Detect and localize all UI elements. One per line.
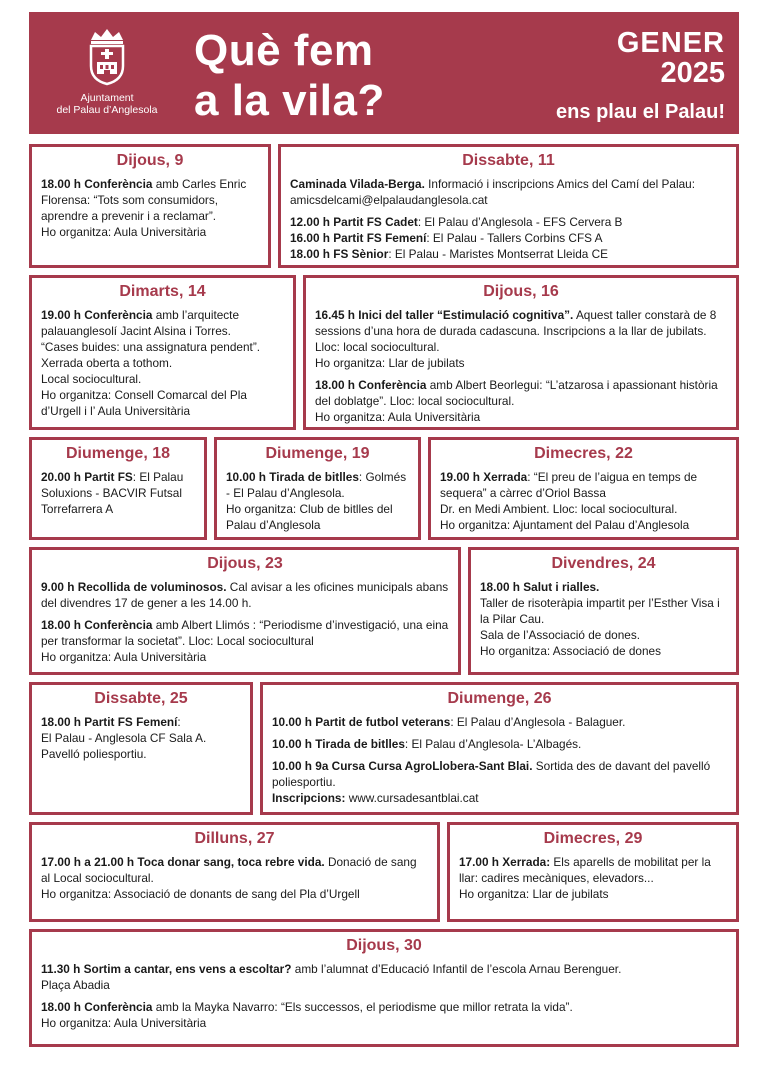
event-day-title: Dilluns, 27 — [194, 830, 275, 847]
event-box-dimarts-14 — [29, 275, 296, 430]
event-time: 20.00 h Partit FS — [41, 470, 133, 484]
event-time: 12.00 h Partit FS Cadet — [290, 215, 418, 229]
event-description: : El Palau d’Anglesola - EFS Cervera B — [417, 215, 623, 229]
event-description: : El Palau d’Anglesola- L’Albagés. — [404, 737, 582, 751]
event-description: amb Albert Beorlegui: “L’atzarosa i apassionant història del doblatge”. Lloc: local sociocultural. — [315, 378, 718, 408]
event-organizer: Ho organitza: Llar de jubilats — [459, 887, 609, 901]
page-title — [194, 26, 385, 126]
registration-link[interactable]: www.cursadesantblai.cat — [345, 791, 479, 805]
event-time: 18.00 h Conferència — [315, 378, 427, 392]
year-label: 2025 — [660, 57, 725, 89]
title-line-2: a la vila? — [194, 76, 385, 125]
event-box-diumenge-19 — [214, 437, 421, 540]
event-day-title: Dijous, 9 — [116, 152, 184, 169]
event-time: 18.00 h Partit FS Femení — [41, 715, 178, 729]
event-organizer: Ho organitza: Ajuntament del Palau d’Anglesola — [440, 518, 690, 532]
event-location: Local sociocultural. — [41, 372, 142, 386]
event-time: 19.00 h Xerrada — [440, 470, 528, 484]
coat-of-arms-icon — [85, 26, 129, 86]
event-organizer: Ho organitza: Aula Universitària — [315, 410, 481, 424]
event-time: 17.00 h Xerrada: — [459, 855, 551, 869]
logo-line-2: del Palau d’Anglesola — [56, 104, 158, 116]
event-description: Aquest taller constarà de 8 sessions d’una hora de durada cadascuna. Inscripcions a la llar de jubilats. Lloc: local sociocultural. — [315, 308, 717, 354]
event-organizer: Ho organitza: Associació de donants de sang del Pla d’Urgell — [41, 887, 360, 901]
event-box-diumenge-18 — [29, 437, 207, 540]
event-organizer: Ho organitza: Aula Universitària — [41, 650, 207, 664]
event-organizer: Ho organitza: Llar de jubilats — [315, 356, 465, 370]
event-description: : “El preu de l’aigua en temps de sequera” a càrrec d’Oriol Bassa — [440, 470, 698, 500]
event-location: Pavelló poliesportiu. — [41, 747, 147, 761]
event-match: El Palau - Anglesola CF Sala A. — [41, 731, 207, 745]
event-time: 16.00 h Partit FS Femení — [290, 231, 427, 245]
event-organizer: Ho organitza: Aula Universitària — [41, 1016, 207, 1030]
event-box-dijous-9 — [29, 144, 271, 268]
event-time: 10.00 h Tirada de bitlles — [272, 737, 405, 751]
event-time: 18.00 h Conferència — [41, 618, 153, 632]
event-description: Taller de risoteràpia impartit per l’Esther Visa i la Pilar Cau. — [480, 596, 720, 626]
event-day-title: Dijous, 30 — [346, 937, 422, 954]
event-time: 10.00 h Partit de futbol veterans — [272, 715, 451, 729]
event-day-title: Diumenge, 18 — [65, 445, 171, 462]
event-time: 10.00 h 9a Cursa Cursa AgroLlobera-Sant Blai. — [272, 759, 533, 773]
event-time: 9.00 h Recollida de voluminosos. — [41, 580, 227, 594]
slogan: ens plau el Palau! — [556, 101, 725, 123]
event-time: 18.00 h FS Sènior — [290, 247, 389, 261]
event-description: : El Palau d’Anglesola - Balaguer. — [450, 715, 626, 729]
event-time: 10.00 h Tirada de bitlles — [226, 470, 359, 484]
event-box-dissabte-11 — [278, 144, 739, 268]
event-box-dijous-16 — [303, 275, 739, 430]
event-description: Sortida des de davant del pavelló poliesportiu. — [272, 759, 711, 789]
event-organizer: Ho organitza: Club de bitlles del Palau d’Anglesola — [226, 502, 393, 532]
event-description: : El Palau - Maristes Montserrat Lleida CE — [388, 247, 608, 261]
month-label: GENER — [616, 27, 725, 59]
event-day-title: Diumenge, 26 — [447, 690, 552, 707]
registration-label: Inscripcions: — [272, 791, 346, 805]
municipal-logo — [47, 26, 167, 116]
event-description: : Golmés - El Palau d’Anglesola. — [226, 470, 407, 500]
event-organizer: Ho organitza: Consell Comarcal del Pla d’Urgell i l’ Aula Universitària — [41, 388, 247, 418]
event-location: Dr. en Medi Ambient. Lloc: local sociocultural. — [440, 502, 678, 516]
event-description: : El Palau - Tallers Corbins CFS A — [426, 231, 603, 245]
event-note: Xerrada oberta a tothom. — [41, 356, 173, 370]
event-time: 18.00 h Conferència — [41, 1000, 153, 1014]
event-location: Sala de l’Associació de dones. — [480, 628, 641, 642]
event-time: 19.00 h Conferència — [41, 308, 153, 322]
event-box-dijous-30 — [29, 929, 739, 1047]
event-box-divendres-24 — [468, 547, 739, 675]
event-box-dimecres-22 — [428, 437, 739, 540]
event-organizer: Ho organitza: Associació de dones — [480, 644, 661, 658]
event-description: Donació de sang al Local sociocultural. — [41, 855, 417, 885]
event-description: amb Albert Llimós : “Periodisme d’investigació, una eina per transformar la societat”. Lloc: Local sociocultural — [41, 618, 449, 648]
header-banner — [29, 12, 739, 134]
event-description: amb Carles Enric Florensa: “Tots som consumidors, aprendre a prevenir i a reclamar”. — [41, 177, 247, 223]
event-day-title: Dijous, 16 — [483, 283, 559, 300]
event-time: 18.00 h Conferència — [41, 177, 153, 191]
event-organizer: Ho organitza: Aula Universitària — [41, 225, 207, 239]
event-time: Caminada Vilada-Berga. — [290, 177, 425, 191]
event-day-title: Dimarts, 14 — [119, 283, 206, 300]
event-description: amb l’alumnat d’Educació Infantil de l’escola Arnau Berenguer. — [291, 962, 622, 976]
event-day-title: Dimecres, 29 — [543, 830, 643, 847]
title-line-1: Què fem — [194, 26, 374, 75]
event-description: amb l’arquitecte palauanglesolí Jacint Alsina i Torres. — [41, 308, 240, 338]
event-box-dijous-23 — [29, 547, 461, 675]
logo-line-1: Ajuntament — [80, 92, 134, 104]
event-box-dilluns-27 — [29, 822, 440, 922]
event-time: 11.30 h Sortim a cantar, ens vens a escoltar? — [41, 962, 292, 976]
event-description: : El Palau Soluxions - BACVIR Futsal Torrefarrera A — [41, 470, 184, 516]
event-description: Informació i inscripcions Amics del Camí del Palau: amicsdelcami@elpalaudanglesola.cat — [290, 177, 695, 207]
event-day-title: Dissabte, 11 — [462, 152, 555, 169]
event-time: 18.00 h Salut i rialles. — [480, 580, 600, 594]
event-description: Cal avisar a les oficines municipals abans del divendres 17 de gener a les 14.00 h. — [41, 580, 449, 610]
event-box-dimecres-29 — [447, 822, 739, 922]
event-location: Plaça Abadia — [41, 978, 110, 992]
event-day-title: Dimecres, 22 — [534, 445, 633, 462]
event-time: 17.00 h a 21.00 h Toca donar sang, toca rebre vida. — [41, 855, 325, 869]
date-block — [556, 28, 725, 124]
event-box-diumenge-26 — [260, 682, 739, 815]
event-talk-title: “Cases buides: una assignatura pendent”. — [41, 340, 261, 354]
event-day-title: Divendres, 24 — [551, 555, 656, 572]
event-description: Els aparells de mobilitat per la llar: cadires mecàniques, elevadors... — [459, 855, 711, 885]
event-description: : — [177, 715, 181, 729]
event-day-title: Diumenge, 19 — [265, 445, 370, 462]
event-day-title: Dissabte, 25 — [94, 690, 188, 707]
event-day-title: Dijous, 23 — [207, 555, 283, 572]
event-description: amb la Mayka Navarro: “Els successos, el periodisme que millor retrata la vida”. — [152, 1000, 573, 1014]
event-box-dissabte-25 — [29, 682, 253, 815]
event-time: 16.45 h Inici del taller “Estimulació cognitiva”. — [315, 308, 574, 322]
